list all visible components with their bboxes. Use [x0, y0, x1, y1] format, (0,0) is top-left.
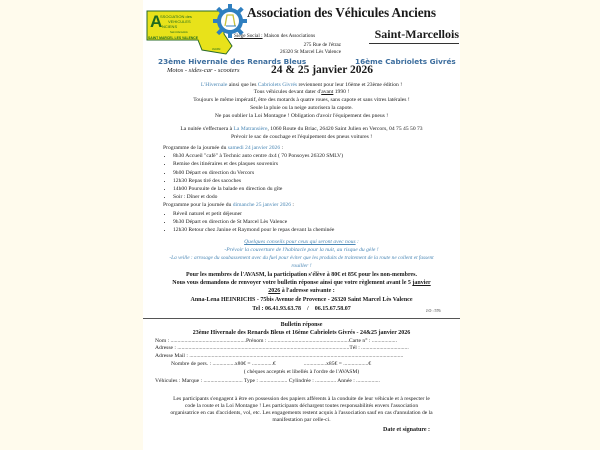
program-item: • Remise des itinéraires et des plaques souvenirs: [173, 160, 343, 168]
program-item: • 9h00 Départ en direction du Vercors: [173, 169, 343, 177]
svg-text:SSOCIATION des: SSOCIATION des: [160, 14, 192, 19]
program-date: dimanche 25 janvier 2026: [232, 202, 292, 209]
intro-underlined: avant: [321, 89, 334, 95]
form-title: Bulletin réponse: [280, 322, 323, 328]
program-label: Programme pour la journée du: [163, 202, 233, 209]
event-dates: 24 & 25 janvier 2026: [271, 64, 374, 76]
program-item: • 9h30 Départ en direction de St Marcel Lès Valence: [173, 218, 343, 226]
vehicle-types: Motos - sides-car - scooters: [167, 67, 240, 74]
advice-line-1: -Prévoir la couverture de l'habitacle pour la nuit, au risque du gèle !: [224, 247, 379, 253]
program-item: • Soir : Dîner et dodo: [173, 193, 343, 201]
svg-text:Saint-Marcellois: Saint-Marcellois: [170, 31, 188, 34]
page-title: Association des Véhicules Anciens: [247, 5, 436, 20]
program-suffix: :: [291, 202, 294, 209]
svg-text:AVASM: AVASM: [212, 48, 221, 51]
program-suffix: :: [280, 145, 284, 151]
deadline-line-2: [143, 288, 460, 295]
intro-line-2: [143, 89, 460, 96]
program-item: • 8h30 Accueil "café" à Technic auto centre 4x4 ( 70 Ponsoyes 26320 SMLV): [173, 152, 343, 160]
svg-text:SAINT MARCEL LES VALENCE: SAINT MARCEL LES VALENCE: [148, 36, 198, 40]
deadline-text: Nous vous demandons de renvoyer votre bulletin réponse ainsi que votre règlement avant le 5: [172, 280, 413, 286]
intro-text: ainsi que les: [227, 82, 258, 88]
siege-social: [234, 33, 315, 39]
deadline-month: janvier: [412, 280, 431, 286]
form-field-adresse[interactable]: Adresse : ...........................................................................................................................Tél : ..................................: [155, 345, 409, 351]
advice-line-3: rouiller !: [291, 263, 312, 269]
intro-text: reviennent pour leur 16ème et 23ème édition !: [297, 82, 403, 88]
lodging-line-2: Prévoir le sac de couchage et l'équipement des pneus voitures !: [230, 134, 373, 140]
terms-line-2: code la route et la Loi Montagne ! Les participants déchargent toutes responsabilités envers l'association: [184, 403, 419, 409]
reference-code: J.O : 576: [426, 308, 441, 313]
program-item: • 14h00 Poursuite de la balade en direction du gîte: [173, 185, 343, 193]
cheques-note: ( chèques acceptés et libellés à l'ordre de l'AVASM): [243, 369, 360, 375]
siege-line1: Maison des Associations: [263, 33, 316, 39]
program-item: • Réveil naturel et petit déjeuner: [173, 210, 343, 218]
intro-text: Tous véhicules devant dater d': [253, 89, 322, 95]
advice-title-text: Quelques conseils pour ceux qui seront avec nous: [244, 239, 356, 245]
lodging-text: La nuitée s'effectuera à: [180, 126, 234, 132]
form-subtitle: 23ème Hivernale des Renards Bleus et 16ème Cabriolets Givrés - 24&25 janvier 2026: [192, 330, 411, 336]
contact-phone: Tel : 06.41.93.63.78 / 06.15.67.58.07: [252, 306, 351, 312]
program-date: samedi 24 janvier 2026: [227, 145, 281, 151]
svg-text:A: A: [150, 12, 163, 31]
lodging-line-1: [143, 126, 460, 133]
program-item: • 12h30 Repas tiré des sacoches: [173, 177, 343, 185]
siege-label: Siège Social :: [234, 33, 263, 39]
advice-title: [143, 239, 460, 246]
program-label: Programme de la journée du: [163, 145, 228, 151]
form-field-vehicle[interactable]: Véhicules : Marque : ............................ Type : .................... Cylindrée : ............... Année : .................: [155, 378, 380, 384]
terms-line-4: manifestation par celle-ci.: [272, 417, 331, 423]
event-title-cabriolets: 16ème Cabriolets Givrés: [355, 57, 456, 66]
hivernale-link: L'Hivernale: [200, 82, 228, 88]
intro-line-5: Ne pas oublier la Loi Montagne ! Obligation d'avoir l'équipement des pneus !: [214, 113, 389, 119]
deadline-line-1: [143, 280, 460, 287]
document-page: [143, 0, 460, 450]
form-divider: [143, 318, 460, 319]
deadline-year: 2026: [268, 288, 281, 294]
svg-text:VEHICULES: VEHICULES: [168, 19, 191, 24]
program-saturday-heading: [163, 144, 343, 152]
form-field-email[interactable]: Adresse Mail : .........................................................................................................................................................: [155, 353, 404, 359]
form-field-participants[interactable]: Nombre de pers. : ................x80€ = ...............€ ................x85€ = ..................€: [171, 361, 372, 367]
program-saturday: [163, 144, 343, 234]
siege-line2: 275 Rue de l'étraz: [303, 42, 341, 48]
program-item: • 12h30 Retour chez Janine et Raymond pour le repas devant la cheminée: [173, 226, 343, 234]
intro-text: 1990 !: [333, 89, 350, 95]
intro-line-3: Toujours le même impératif, être des motards à quatre roues, sans capote et sans vitres latérales !: [193, 97, 410, 103]
pricing-line: Pour les membres de l'AVASM, la participation s'élève à 80€ et 85€ pour les non-membres.: [186, 272, 417, 278]
terms-line-1: Les participants s'engagent à être en possession des papiers afférents à la conduite de leur véhicule et à respecter le: [173, 396, 430, 402]
event-title-hivernale: 23ème Hivernale des Renards Bleus: [158, 57, 307, 66]
intro-line-4: Seule la pluie ou la neige autorisera la capote.: [250, 105, 353, 111]
page-subtitle: Saint-Marcellois: [369, 27, 459, 44]
return-address: Anna-Lena HEINRICHS - 75bis Avenue de Provence - 26320 Saint Marcel Lès Valence: [190, 297, 413, 303]
advice-title-suffix: :: [355, 239, 359, 245]
lodging-text: , 1060 Route du Briac, 26420 Saint Julien en Vercors, 04 75 45 50 73: [267, 126, 423, 132]
program-sunday-heading: [163, 201, 343, 209]
cabriolets-link: Cabriolets Givrés: [257, 82, 298, 88]
advice-line-2: -La veille : arrosage du soubassement avec du fuel pour éviter que les produits de traitement de la route ne collent et fassent: [169, 255, 434, 261]
form-field-nom[interactable]: Nom : ......................................................Prénom : ..........................................................Carte n° : ..................: [155, 338, 397, 344]
terms-line-3: organisatrice en cas d'accidents, vol, etc. Les engagements restent acquis à l'association sauf en cas d'annulation de la: [170, 410, 433, 416]
lodging-place: La Matransière: [233, 126, 268, 132]
deadline-text: à l'adresse suivante :: [280, 288, 335, 294]
siege-line3: 26320 St Marcel Lès Valence: [280, 49, 341, 55]
signature-label: Date et signature :: [383, 427, 431, 433]
intro-line-1: [143, 82, 460, 89]
svg-text:NCIENS: NCIENS: [162, 24, 178, 29]
